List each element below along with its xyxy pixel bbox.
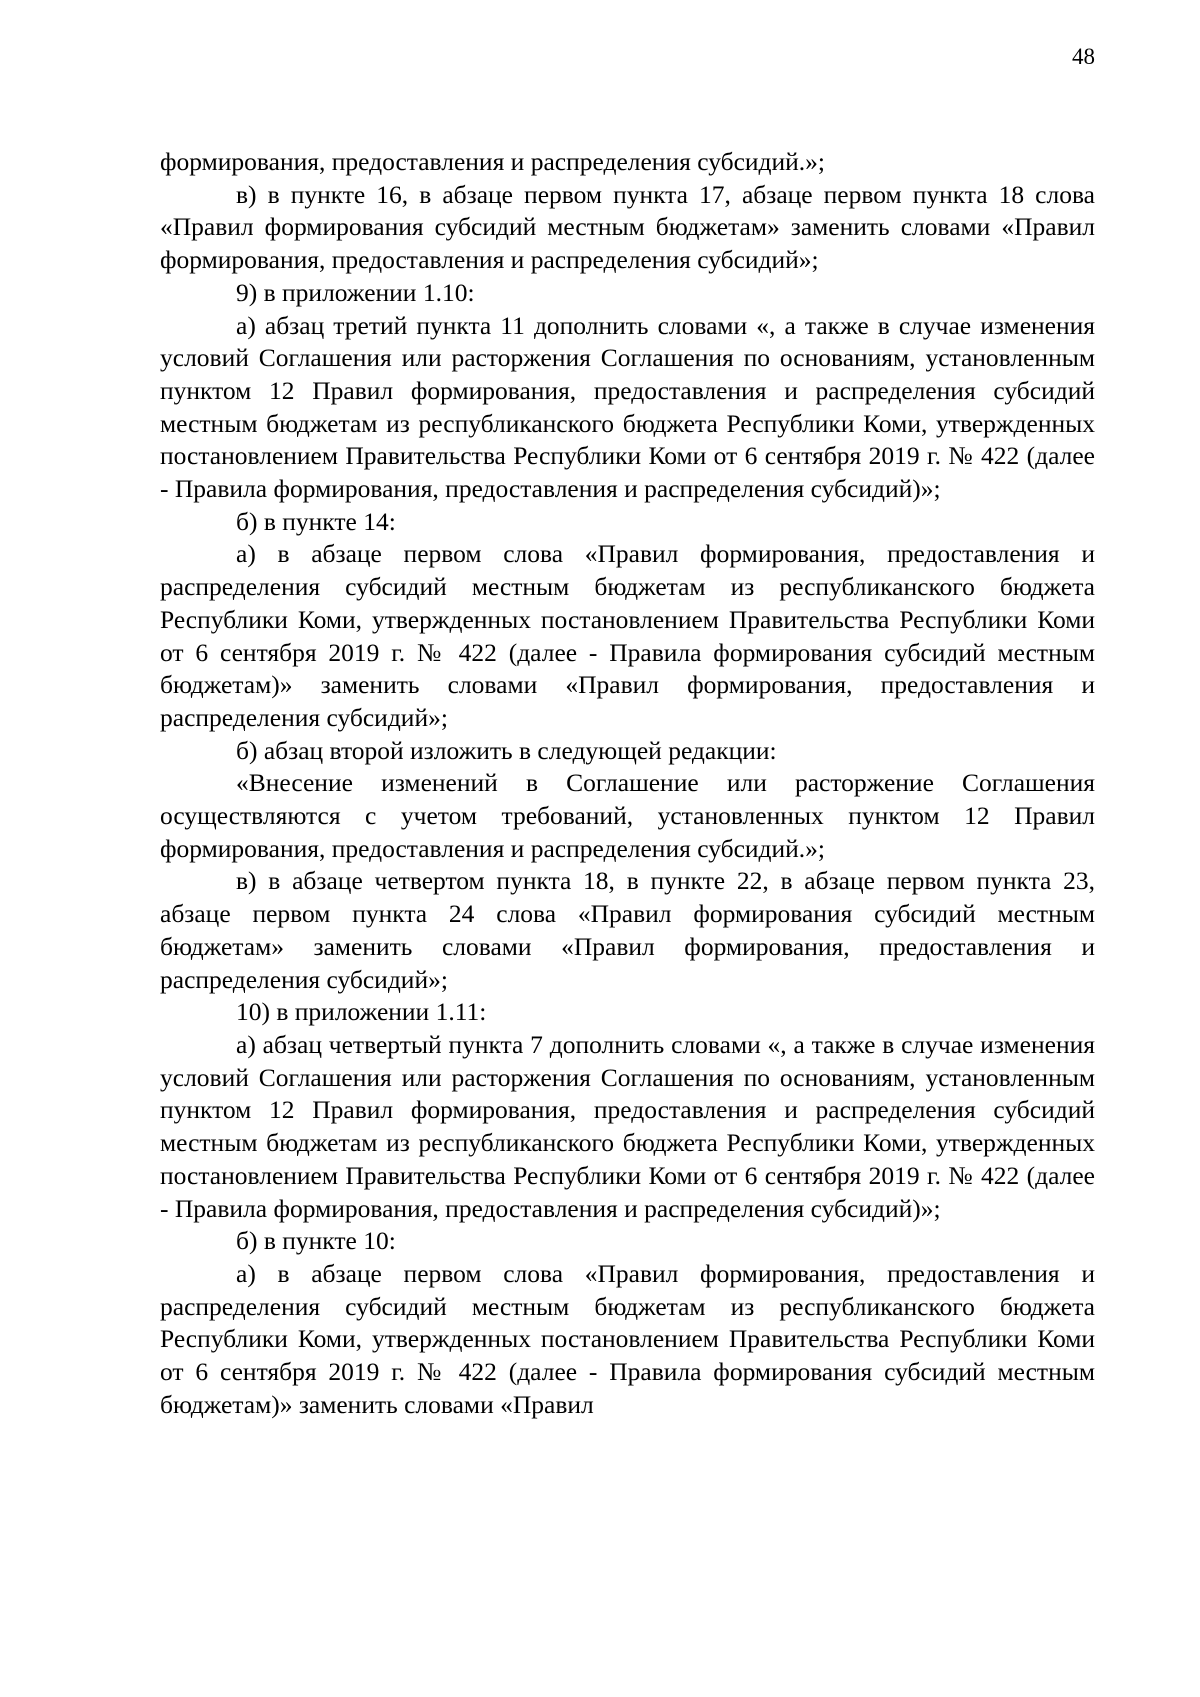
- paragraph: б) в пункте 10:: [236, 1226, 396, 1256]
- paragraph: 9) в приложении 1.10:: [236, 277, 475, 307]
- paragraph: а) в абзаце первом слова «Правил формирования, предоставления и распределения субсидий местным бюджетам из республиканского бюджета Республики Коми, утвержденных постановлением Правительства Республики Коми от 6 сентября 2019 г. № 422 (далее - Правила формирования субсидий местным бюджетам)» заменить словами «Правил формирования, предоставления и распределения субсидий»;: [160, 539, 1095, 732]
- paragraph: в) в пункте 16, в абзаце первом пункта 17, абзаце первом пункта 18 слова «Правил формирования субсидий местным бюджетам» заменить словами «Правил формирования, предоставления и распределения субсидий»;: [160, 179, 1095, 275]
- paragraph: б) в пункте 14:: [236, 506, 396, 536]
- paragraph: а) абзац третий пункта 11 дополнить словами «, а также в случае изменения условий Соглашения или расторжения Соглашения по основаниям, установленным пунктом 12 Правил формирования, предоставления и распределения субсидий местным бюджетам из республиканского бюджета Республики Коми, утвержденных постановлением Правительства Республики Коми от 6 сентября 2019 г. № 422 (далее - Правила формирования, предоставления и распределения субсидий)»;: [160, 310, 1095, 504]
- paragraph: в) в абзаце четвертом пункта 18, в пункте 22, в абзаце первом пункта 23, абзаце первом пункта 24 слова «Правил формирования субсидий местным бюджетам» заменить словами «Правил формирования, предоставления и распределения субсидий»;: [160, 866, 1095, 994]
- document-body: [160, 146, 1095, 1421]
- paragraph: «Внесение изменений в Соглашение или расторжение Соглашения осуществляются с учетом требований, установленных пунктом 12 Правил формирования, предоставления и распределения субсидий.»;: [160, 768, 1095, 863]
- paragraph: а) в абзаце первом слова «Правил формирования, предоставления и распределения субсидий местным бюджетам из республиканского бюджета Республики Коми, утвержденных постановлением Правительства Республики Коми от 6 сентября 2019 г. № 422 (далее - Правила формирования субсидий местным бюджетам)» заменить словами «Правил: [160, 1258, 1095, 1419]
- paragraph: б) абзац второй изложить в следующей редакции:: [236, 735, 777, 765]
- paragraph: а) абзац четвертый пункта 7 дополнить словами «, а также в случае изменения условий Соглашения или расторжения Соглашения по основаниям, установленным пунктом 12 Правил формирования, предоставления и распределения субсидий местным бюджетам из республиканского бюджета Республики Коми, утвержденных постановлением Правительства Республики Коми от 6 сентября 2019 г. № 422 (далее - Правила формирования, предоставления и распределения субсидий)»;: [160, 1029, 1095, 1223]
- paragraph: формирования, предоставления и распределения субсидий.»;: [160, 147, 826, 176]
- page-number: 48: [1072, 44, 1095, 69]
- paragraph: 10) в приложении 1.11:: [236, 997, 487, 1027]
